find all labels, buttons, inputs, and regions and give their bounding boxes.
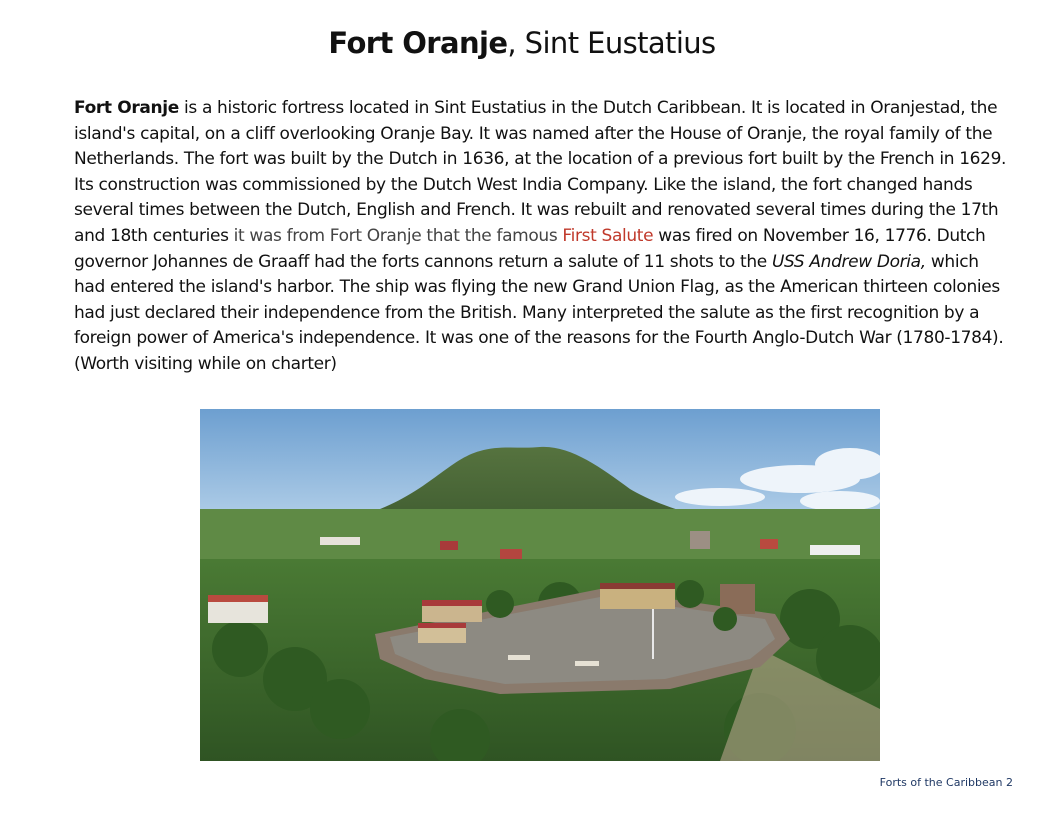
flagpole bbox=[652, 609, 654, 659]
description-paragraph bbox=[74, 96, 1014, 378]
text-muted: it was from Fort Oranje that the famous bbox=[233, 225, 563, 246]
first-salute-link[interactable]: First Salute bbox=[562, 225, 654, 246]
footer-label: Forts of the Caribbean 2 bbox=[879, 776, 1013, 789]
text-part-1: is a historic fortress located in Sint Eustatius in the Dutch Caribbean. It is located in Oranjestad, the island's capital, on a cliff overlooking Oranje Bay. It was named after the House of Oranje, the royal family of the Netherlands. The fort was built by the Dutch in 1636, at the location of a previous fort built by the French in 1629. Its construction was commissioned by the Dutch West India Company. Like the island, the fort changed hands several times between the Dutch, English and French. It was rebuilt and renovated several times during the 17th and 18th centuries bbox=[74, 98, 1007, 246]
lead-bold: Fort Oranje bbox=[74, 98, 179, 118]
text-part-2: was fired on November 16, 1776. Dutch governor Johannes de Graaff had the forts cannons return a salute of 11 shots to the bbox=[74, 225, 986, 272]
ship-name: USS Andrew Doria, bbox=[771, 251, 926, 272]
text-part-3: which had entered the island's harbor. The ship was flying the new Grand Union Flag, as the American thirteen colonies had just declared their independence from the British. Many interpreted the salute as the first recognition by a foreign power of America's independence. It was one of the reasons for the Fourth Anglo-Dutch War (1780-1784). (Worth visiting while on charter) bbox=[74, 251, 1004, 374]
title-rest: , Sint Eustatius bbox=[507, 26, 716, 60]
title-bold: Fort Oranje bbox=[328, 26, 508, 60]
page-title bbox=[0, 26, 1044, 60]
fort-oranje-photo bbox=[200, 409, 880, 761]
